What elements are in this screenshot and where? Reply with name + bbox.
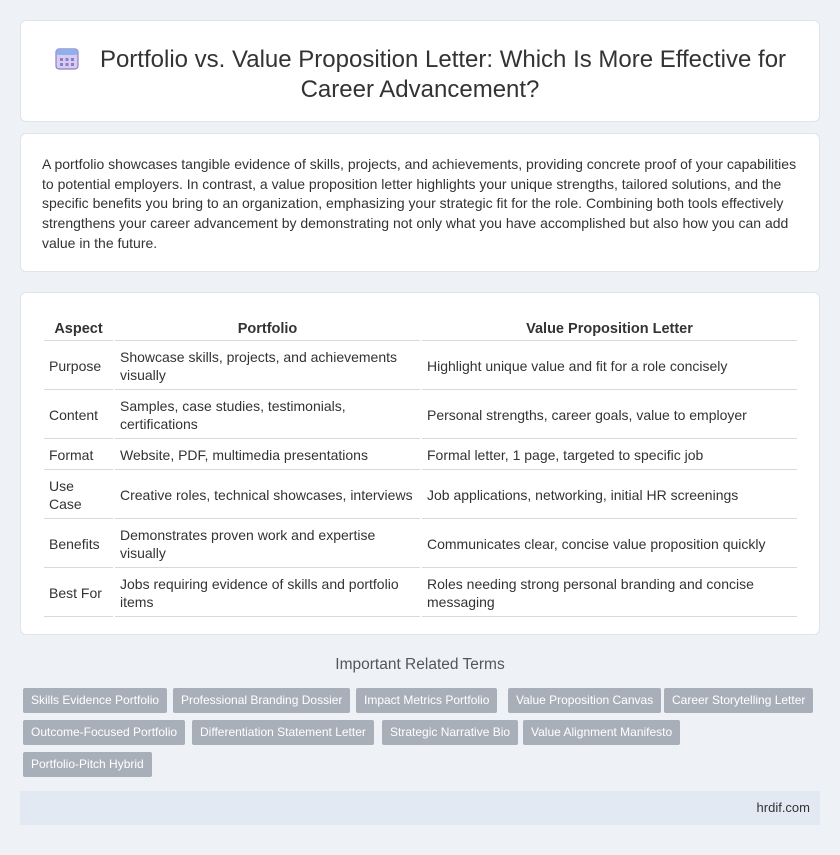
cell-aspect: Use Case: [44, 472, 113, 519]
related-term-tag[interactable]: Portfolio-Pitch Hybrid: [23, 752, 152, 777]
cell-aspect: Format: [44, 441, 113, 470]
comparison-table: [42, 311, 799, 619]
table-row: [44, 570, 797, 617]
cell-aspect: Content: [44, 392, 113, 439]
related-term-tag[interactable]: Skills Evidence Portfolio: [23, 688, 167, 713]
related-term-tag[interactable]: Differentiation Statement Letter: [192, 720, 374, 745]
footer-site-link[interactable]: hrdif.com: [756, 800, 810, 815]
header-value-proposition-letter: Value Proposition Letter: [422, 313, 797, 341]
cell-portfolio: Website, PDF, multimedia presentations: [115, 441, 420, 470]
cell-aspect: Best For: [44, 570, 113, 617]
page-title: [51, 45, 789, 105]
related-term-tag[interactable]: Strategic Narrative Bio: [382, 720, 518, 745]
related-term-tag[interactable]: Professional Branding Dossier: [173, 688, 350, 713]
related-term-tag[interactable]: Outcome-Focused Portfolio: [23, 720, 185, 745]
related-terms-heading: Important Related Terms: [335, 656, 505, 673]
footer: [20, 791, 820, 825]
table-row: [44, 441, 797, 470]
cell-letter: Roles needing strong personal branding and concise messaging: [422, 570, 797, 617]
cell-portfolio: Samples, case studies, testimonials, certifications: [115, 392, 420, 439]
header-portfolio: Portfolio: [115, 313, 420, 341]
cell-aspect: Benefits: [44, 521, 113, 568]
header-aspect: Aspect: [44, 313, 113, 341]
cell-letter: Personal strengths, career goals, value to employer: [422, 392, 797, 439]
title-card: [20, 20, 820, 122]
related-term-tag[interactable]: Career Storytelling Letter: [664, 688, 813, 713]
related-term-tag[interactable]: Impact Metrics Portfolio: [356, 688, 497, 713]
table-row: [44, 521, 797, 568]
table-row: [44, 343, 797, 390]
table-header-row: [44, 313, 797, 341]
title-line-1: Portfolio vs. Value Proposition Letter: Which Is More Effective for: [99, 46, 787, 73]
table-row: [44, 472, 797, 519]
cell-portfolio: Jobs requiring evidence of skills and portfolio items: [115, 570, 420, 617]
comparison-table-card: [20, 292, 820, 635]
related-term-tag[interactable]: Value Alignment Manifesto: [523, 720, 680, 745]
cell-portfolio: Creative roles, technical showcases, interviews: [115, 472, 420, 519]
cell-portfolio: Showcase skills, projects, and achievements visually: [115, 343, 420, 390]
intro-paragraph: A portfolio showcases tangible evidence of skills, projects, and achievements, providing concrete proof of your capabilities to potential employers. In contrast, a value proposition letter highlights your unique strengths, tailored solutions, and the specific benefits you bring to an organization, emphasizing your strategic fit for the role. Combining both tools effectively strengthens your career advancement by demonstrating not only what you have accomplished but also how you can add value in the future.: [42, 156, 797, 251]
cell-aspect: Purpose: [44, 343, 113, 390]
intro-card: [20, 133, 820, 272]
cell-portfolio: Demonstrates proven work and expertise visually: [115, 521, 420, 568]
cell-letter: Job applications, networking, initial HR screenings: [422, 472, 797, 519]
related-term-tag[interactable]: Value Proposition Canvas: [508, 688, 661, 713]
cell-letter: Formal letter, 1 page, targeted to specific job: [422, 441, 797, 470]
table-row: [44, 392, 797, 439]
calendar-icon: [54, 45, 80, 71]
cell-letter: Communicates clear, concise value proposition quickly: [422, 521, 797, 568]
title-line-2: Career Advancement?: [300, 76, 540, 103]
cell-letter: Highlight unique value and fit for a role concisely: [422, 343, 797, 390]
